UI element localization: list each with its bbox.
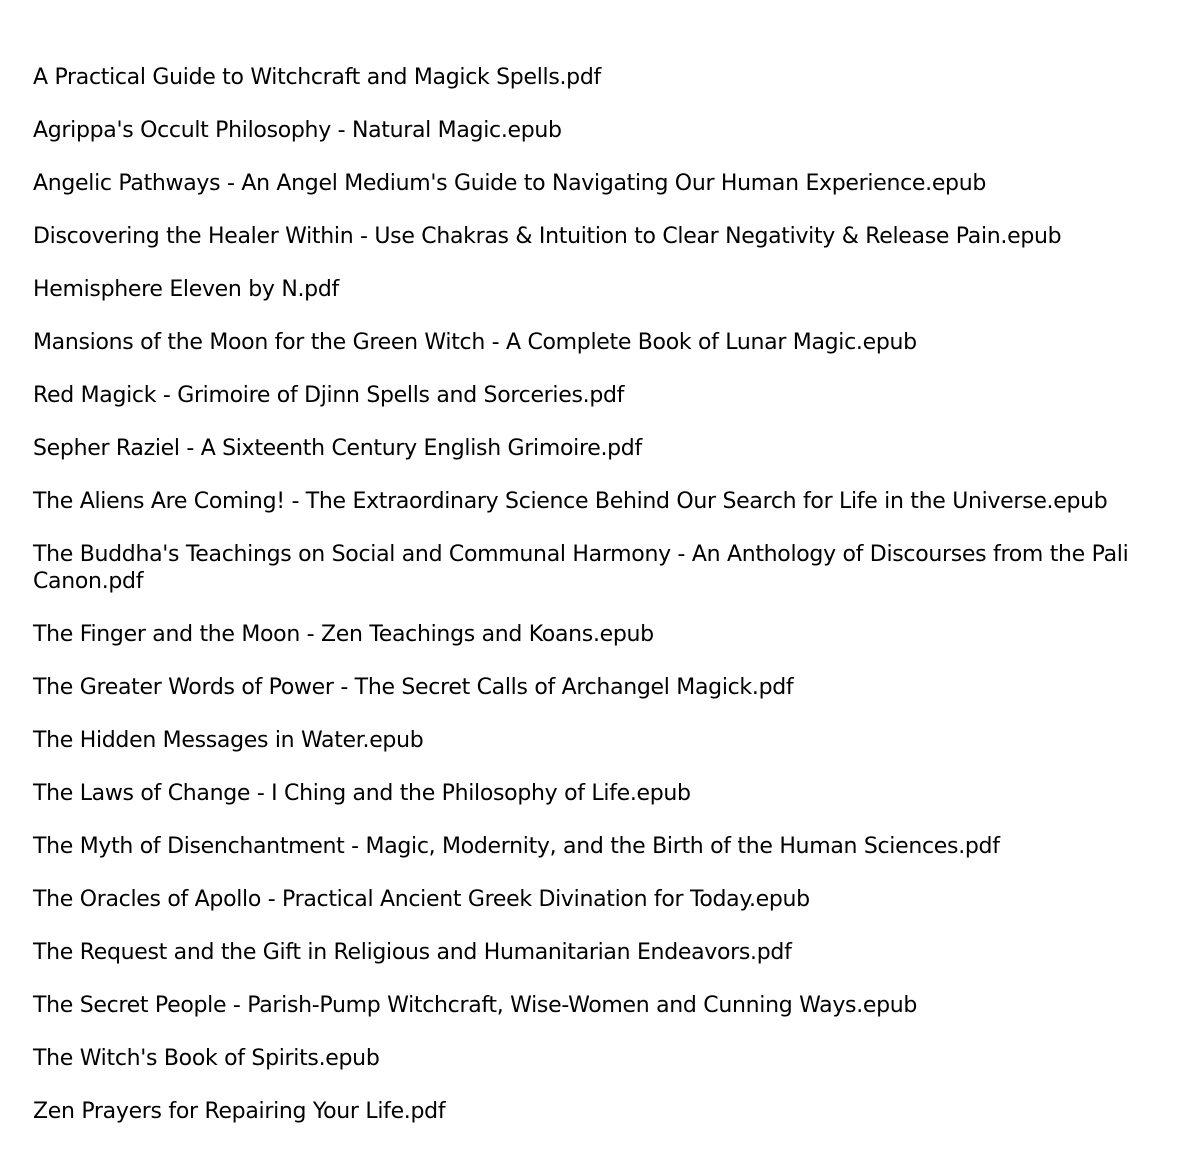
file-list-item: The Witch's Book of Spirits.epub <box>33 1046 380 1071</box>
file-list-item: The Laws of Change - I Ching and the Philosophy of Life.epub <box>33 781 691 806</box>
file-list-item: The Request and the Gift in Religious and Humanitarian Endeavors.pdf <box>33 940 792 965</box>
file-list <box>33 64 1173 1151</box>
file-list-item: The Finger and the Moon - Zen Teachings and Koans.epub <box>33 622 654 647</box>
file-list-item: The Myth of Disenchantment - Magic, Modernity, and the Birth of the Human Sciences.pdf <box>33 834 1000 859</box>
file-list-item: The Oracles of Apollo - Practical Ancient Greek Divination for Today.epub <box>33 887 810 912</box>
file-list-item: The Aliens Are Coming! - The Extraordinary Science Behind Our Search for Life in the Universe.epub <box>33 489 1108 514</box>
file-list-item: Zen Prayers for Repairing Your Life.pdf <box>33 1099 446 1124</box>
file-list-item: Agrippa's Occult Philosophy - Natural Magic.epub <box>33 118 562 143</box>
file-list-item: A Practical Guide to Witchcraft and Magick Spells.pdf <box>33 65 601 90</box>
file-list-item: Angelic Pathways - An Angel Medium's Guide to Navigating Our Human Experience.epub <box>33 171 987 196</box>
file-list-item: Hemisphere Eleven by N.pdf <box>33 277 339 302</box>
file-list-item: Discovering the Healer Within - Use Chakras & Intuition to Clear Negativity & Release Pain.epub <box>33 224 1062 249</box>
file-list-item: The Hidden Messages in Water.epub <box>33 728 424 753</box>
file-list-item: The Greater Words of Power - The Secret Calls of Archangel Magick.pdf <box>33 675 794 700</box>
file-list-item: Mansions of the Moon for the Green Witch - A Complete Book of Lunar Magic.epub <box>33 330 917 355</box>
file-list-item: Red Magick - Grimoire of Djinn Spells and Sorceries.pdf <box>33 383 625 408</box>
file-list-item: The Secret People - Parish-Pump Witchcraft, Wise-Women and Cunning Ways.epub <box>33 993 918 1018</box>
file-list-item: The Buddha's Teachings on Social and Communal Harmony - An Anthology of Discourses from the Pali Canon.pdf <box>33 542 1129 594</box>
file-list-item: Sepher Raziel - A Sixteenth Century English Grimoire.pdf <box>33 436 642 461</box>
